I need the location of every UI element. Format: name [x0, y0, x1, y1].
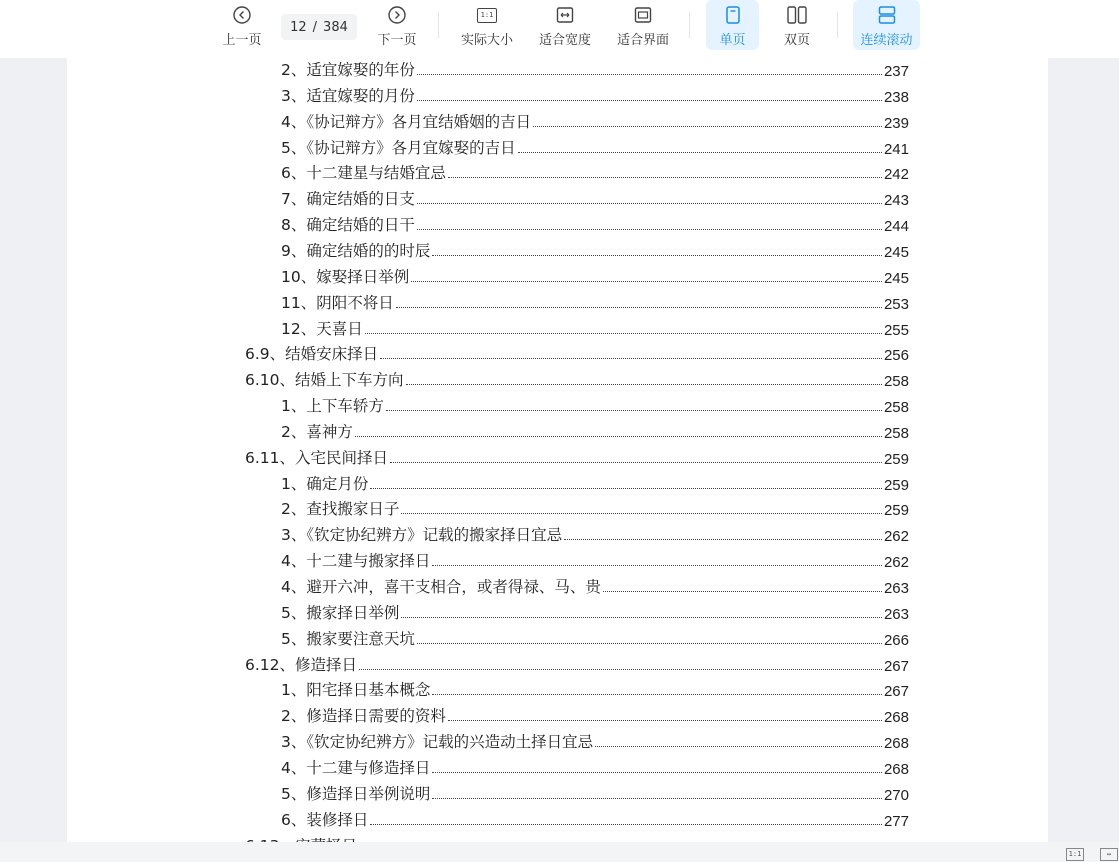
- toc-entry[interactable]: [245, 649, 909, 675]
- toc-entry[interactable]: [281, 597, 909, 623]
- toc-entry-page-number: 239: [883, 114, 909, 132]
- toc-dot-leader: [518, 151, 882, 153]
- toc-dot-leader: [365, 332, 882, 334]
- toc-entry-title: 3、《钦定协纪辨方》记载的兴造动土择日宜忌: [281, 733, 594, 752]
- toc-entry[interactable]: [281, 804, 909, 830]
- toc-entry-title: 2、适宜嫁娶的年份: [281, 61, 415, 79]
- toc-entry[interactable]: [281, 106, 909, 132]
- toc-entry-page-number: 237: [883, 63, 909, 80]
- toc-dot-leader: [355, 435, 882, 437]
- single-page-icon: [722, 4, 744, 26]
- toc-dot-leader: [417, 99, 882, 101]
- toc-dot-leader: [533, 125, 882, 127]
- toc-entry[interactable]: [281, 390, 909, 416]
- toc-entry[interactable]: [281, 209, 909, 235]
- bottom-bar: [0, 842, 1119, 862]
- toc-dot-leader: [448, 176, 882, 178]
- fit-page-label: 适合界面: [616, 33, 669, 48]
- toc-entry-page-number: 270: [883, 786, 909, 804]
- toolbar-divider: [438, 12, 439, 38]
- toc-dot-leader: [380, 357, 882, 359]
- fit-width-icon: [554, 4, 576, 26]
- toc-entry-page-number: 243: [883, 192, 909, 210]
- toc-dot-leader: [432, 693, 882, 695]
- toc-entry-title: 6.10、结婚上下车方向: [245, 371, 404, 390]
- toc-dot-leader: [432, 564, 882, 566]
- toc-entry-title: 2、修造择日需要的资料: [281, 707, 446, 726]
- next-page-button[interactable]: [374, 0, 420, 58]
- toc-entry-page-number: 258: [883, 399, 909, 417]
- toc-entry-title: 1、上下车轿方: [281, 397, 384, 416]
- toc-entry-page-number: 256: [883, 347, 909, 365]
- toc-entry[interactable]: [281, 778, 909, 804]
- prev-page-label: 上一页: [222, 33, 262, 48]
- toc-entry-page-number: 268: [883, 760, 909, 778]
- toc-entry[interactable]: [281, 157, 909, 183]
- toc-entry[interactable]: [281, 80, 909, 106]
- toc-entry[interactable]: [281, 571, 909, 597]
- toc-entry-title: 12、天喜日: [281, 319, 363, 338]
- next-page-label: 下一页: [377, 33, 417, 48]
- toc-entry-title: 2、查找搬家日子: [281, 500, 400, 519]
- toc-entry-page-number: 267: [883, 657, 909, 675]
- toc-entry-page-number: 259: [883, 502, 909, 520]
- toc-entry[interactable]: [281, 545, 909, 571]
- toc-entry-page-number: 266: [883, 631, 909, 649]
- toc-entry-page-number: 244: [883, 218, 909, 236]
- toc-dot-leader: [401, 616, 882, 618]
- double-page-button[interactable]: [775, 0, 819, 58]
- toc-entry[interactable]: [281, 287, 909, 313]
- toc-dot-leader: [417, 642, 882, 644]
- toc-dot-leader: [417, 202, 882, 204]
- toc-entry-page-number: 255: [883, 321, 909, 339]
- actual-size-label: 实际大小: [460, 33, 513, 48]
- toc-dot-leader: [359, 668, 882, 670]
- toc-dot-leader: [595, 745, 882, 747]
- toc-entry[interactable]: [281, 752, 909, 778]
- double-page-icon: [786, 4, 808, 26]
- toc-entry-page-number: 268: [883, 709, 909, 727]
- single-page-label: 单页: [719, 33, 746, 48]
- continuous-scroll-label: 连续滚动: [860, 33, 913, 48]
- continuous-scroll-icon: [876, 4, 898, 26]
- toc-entry-page-number: 262: [883, 528, 909, 546]
- toc-entry-title: 3、《钦定协纪辨方》记载的搬家择日宜忌: [281, 526, 563, 545]
- toc-entry-page-number: 238: [883, 88, 909, 106]
- toc-dot-leader: [370, 823, 882, 825]
- continuous-scroll-button[interactable]: [853, 0, 920, 50]
- toc-dot-leader: [564, 538, 882, 540]
- toc-entry-title: 8、确定结婚的日干: [281, 216, 415, 235]
- toc-entry-title: 6.11、入宅民间择日: [245, 448, 389, 467]
- viewer-toolbar: [0, 0, 1119, 58]
- toc-entry[interactable]: [281, 519, 909, 545]
- page-number-box: [281, 14, 357, 40]
- toc-dot-leader: [603, 590, 882, 592]
- toc-dot-leader: [432, 797, 882, 799]
- toc-entry-page-number: 268: [883, 735, 909, 753]
- toc-entry-page-number: 258: [883, 424, 909, 442]
- toc-entry[interactable]: [281, 416, 909, 442]
- toc-entry-title: 5、《协记辩方》各月宜嫁娶的吉日: [281, 138, 516, 157]
- toc-entry-page-number: 245: [883, 269, 909, 287]
- toc-dot-leader: [448, 719, 882, 721]
- fit-page-button[interactable]: [613, 0, 673, 58]
- double-page-label: 双页: [783, 33, 810, 48]
- toc-entry[interactable]: [281, 468, 909, 494]
- fit-width-small-icon[interactable]: ↔: [1100, 848, 1118, 861]
- toc-entry-page-number: 277: [883, 812, 909, 830]
- toc-entry[interactable]: [281, 493, 909, 519]
- toc-entry-title: 4、避开六冲，喜干支相合，或者得禄、马、贵: [281, 578, 601, 596]
- toc-entry-title: 7、确定结婚的日支: [281, 190, 415, 209]
- toc-entry-page-number: 262: [883, 554, 909, 572]
- toc-entry-title: 5、搬家择日举例: [281, 603, 400, 622]
- toc-entry-title: 1、阳宅择日基本概念: [281, 681, 431, 700]
- toc-entry-page-number: 253: [883, 295, 909, 313]
- toc-entry[interactable]: [281, 623, 909, 649]
- toc-entry-page-number: 242: [883, 166, 909, 184]
- toc-entry-title: 6.9、结婚安床择日: [245, 345, 379, 364]
- toc-entry[interactable]: [245, 338, 909, 364]
- actual-size-button[interactable]: [457, 0, 517, 58]
- toc-dot-leader: [432, 771, 882, 773]
- toc-entry-title: 9、确定结婚的的时辰: [281, 241, 431, 260]
- toc-dot-leader: [396, 306, 882, 308]
- toc-entry[interactable]: [281, 674, 909, 700]
- toc-entry-page-number: 259: [883, 476, 909, 494]
- toc-entry[interactable]: [281, 54, 909, 80]
- fit-width-button[interactable]: [535, 0, 595, 58]
- toc-entry-page-number: 259: [883, 450, 909, 468]
- toc-dot-leader: [390, 461, 882, 463]
- toc-entry[interactable]: [281, 700, 909, 726]
- toc-dot-leader: [401, 512, 882, 514]
- prev-page-button[interactable]: [220, 0, 264, 58]
- toc-dot-leader: [411, 280, 882, 282]
- actual-size-icon: 1:1: [476, 4, 498, 26]
- toc-entry-title: 2、喜神方: [281, 422, 353, 441]
- toc-entry[interactable]: [281, 132, 909, 158]
- toc-entry-title: 4、十二建与修造择日: [281, 758, 431, 777]
- toc-entry[interactable]: [245, 442, 909, 468]
- total-pages: 384: [323, 19, 348, 35]
- toc-dot-leader: [406, 383, 882, 385]
- toc-entry[interactable]: [281, 261, 909, 287]
- fit-width-label: 适合宽度: [538, 33, 591, 48]
- toc-entry-title: 6.12、修造择日: [245, 655, 358, 674]
- toc-dot-leader: [386, 409, 882, 411]
- toc-entry-page-number: 267: [883, 683, 909, 701]
- toolbar-divider: [689, 12, 690, 38]
- toc-entry[interactable]: [281, 183, 909, 209]
- toc-entry-title: 6、十二建星与结婚宜忌: [281, 164, 446, 183]
- toc-entry-title: 10、嫁娶择日举例: [281, 267, 410, 286]
- document-page: [67, 58, 1048, 842]
- toc-entry-page-number: 241: [883, 140, 909, 158]
- toc-dot-leader: [432, 254, 882, 256]
- toc-entry[interactable]: [281, 235, 909, 261]
- single-page-button[interactable]: [706, 0, 759, 50]
- toc-entry-title: 5、修造择日举例说明: [281, 784, 431, 803]
- toc-entry-title: 3、适宜嫁娶的月份: [281, 86, 415, 105]
- chevron-right-circle-icon: [386, 4, 408, 26]
- toc-entry-page-number: 245: [883, 243, 909, 261]
- toc-dot-leader: [370, 487, 882, 489]
- toc-entry[interactable]: [245, 364, 909, 390]
- toc-entry-title: 11、阴阳不将日: [281, 293, 394, 312]
- toc-entry-page-number: 258: [883, 373, 909, 391]
- chevron-left-circle-icon: [231, 4, 253, 26]
- toc-entry-title: 5、搬家要注意天坑: [281, 629, 415, 648]
- toc-dot-leader: [417, 73, 882, 75]
- toc-entry-title: 4、《协记辩方》各月宜结婚姻的吉日: [281, 112, 532, 131]
- toc-entry-page-number: 263: [883, 605, 909, 623]
- toc-entry-title: 1、确定月份: [281, 474, 369, 493]
- toc-entry[interactable]: [281, 313, 909, 339]
- page-separator: /: [312, 19, 318, 35]
- fit-page-icon: [632, 4, 654, 26]
- toc-entry-title: 6、装修择日: [281, 810, 369, 829]
- toolbar-divider: [837, 12, 838, 38]
- toc-entry[interactable]: [281, 726, 909, 752]
- toc-entry-page-number: 263: [883, 580, 909, 597]
- toc-entry-title: 4、十二建与搬家择日: [281, 552, 431, 571]
- actual-size-small-icon[interactable]: 1:1: [1066, 848, 1084, 861]
- toc-dot-leader: [417, 228, 882, 230]
- current-page-input[interactable]: 12: [290, 19, 307, 35]
